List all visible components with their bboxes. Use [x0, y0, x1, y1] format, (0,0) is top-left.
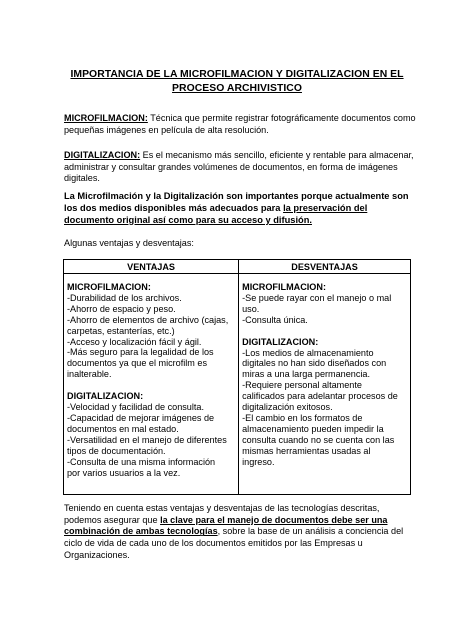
ventajas-micro-title: MICROFILMACION:: [67, 282, 151, 292]
importance-statement: [64, 191, 416, 226]
table-intro: Algunas ventajas y desventajas:: [64, 238, 194, 248]
list-item: uso.: [242, 303, 260, 314]
list-item: -Versatilidad en el manejo de diferentes: [67, 434, 227, 445]
microfilmacion-label: MICROFILMACION:: [64, 113, 148, 123]
digitalizacion-label: DIGITALIZACION:: [64, 150, 141, 160]
list-item: almacenamiento pueden impedir la: [242, 423, 384, 434]
list-item: miras a una larga permanencia.: [242, 369, 371, 380]
section-gap: [67, 380, 235, 391]
list-item: inalterable.: [67, 369, 112, 380]
list-item: -Consulta única.: [242, 314, 308, 325]
table-header-row: [64, 260, 411, 274]
list-item: por varios usuarios a la vez.: [67, 467, 181, 478]
importance-emphasis: la preservación del documento original así como para su acceso y difusión.: [64, 202, 368, 225]
list-item: -Más seguro para la legalidad de los: [67, 347, 214, 358]
list-item: consulta cuando no se cuenta con las: [242, 434, 395, 445]
table-row: [64, 274, 411, 495]
list-item: calificados para adelantar procesos de: [242, 391, 398, 402]
document-title: IMPORTANCIA DE LA MICROFILMACION Y DIGITALIZACION EN EL PROCESO ARCHIVISTICO: [70, 69, 404, 94]
ventajas-cell: [64, 274, 239, 495]
conclusion-text-end: , sobre la base de un análisis a conciencia del ciclo de vida de cada uno de los documentos emitidos por las Empresas u Organizaciones.: [64, 526, 404, 560]
list-item: documentos ya que el microfilm es: [67, 358, 208, 369]
ventajas-micro-list: [67, 293, 235, 380]
conclusion-paragraph: [64, 503, 416, 562]
list-item: documentos en mal estado.: [67, 423, 179, 434]
digitalizacion-text: Es el mecanismo más sencillo, eficiente y rentable para almacenar, administrar y consultar grandes volúmenes de documentos, en forma de imágenes digitales.: [64, 150, 414, 183]
header-desventajas: DESVENTAJAS: [239, 260, 411, 274]
conclusion-text: Teniendo en cuenta estas ventajas y desventajas de las tecnologías descritas, podemos asegurar que: [64, 503, 380, 525]
list-item: -Acceso y localización fácil y ágil.: [67, 336, 202, 347]
desventajas-micro-title: MICROFILMACION:: [242, 282, 326, 292]
list-item: mismas herramientas usadas al: [242, 445, 371, 456]
microfilmacion-text: Técnica que permite registrar fotográficamente documentos como pequeñas imágenes en película de alta resolución.: [64, 113, 416, 135]
list-item: -El cambio en los formatos de: [242, 412, 363, 423]
list-item: digitalización exitosos.: [242, 402, 333, 413]
ventajas-digital-list: [67, 402, 235, 478]
list-item: -Los medios de almacenamiento: [242, 347, 374, 358]
importance-text: La Microfilmación y la Digitalización son importantes porque actualmente son los dos medios disponibles más adecuados para: [64, 191, 409, 213]
desventajas-cell: [239, 274, 411, 495]
advantages-table: [63, 259, 411, 495]
conclusion-emphasis: la clave para el manejo de documentos debe ser una combinación de ambas tecnologías: [64, 514, 388, 537]
ventajas-digital-title: DIGITALIZACION:: [67, 391, 144, 402]
desventajas-digital-list: [242, 348, 407, 468]
desventajas-digital-title: DIGITALIZACION:: [242, 336, 319, 347]
desventajas-micro-list: [242, 293, 407, 326]
list-item: ingreso.: [242, 456, 275, 467]
list-item: -Durabilidad de los archivos.: [67, 292, 182, 303]
list-item: -Requiere personal altamente: [242, 380, 362, 391]
list-item: -Velocidad y facilidad de consulta.: [67, 402, 204, 413]
section-gap: [242, 326, 407, 337]
list-item: carpetas, estanterías, etc.): [67, 325, 175, 336]
list-item: tipos de documentación.: [67, 445, 166, 456]
list-item: -Ahorro de elementos de archivo (cajas,: [67, 314, 229, 325]
list-item: -Se puede rayar con el manejo o mal: [242, 292, 392, 303]
microfilmacion-definition: [64, 113, 416, 136]
digitalizacion-definition: [64, 150, 416, 185]
list-item: digitales no han sido diseñados con: [242, 358, 387, 369]
list-item: -Ahorro de espacio y peso.: [67, 303, 176, 314]
list-item: -Capacidad de mejorar imágenes de: [67, 412, 215, 423]
header-ventajas: VENTAJAS: [64, 260, 239, 274]
list-item: -Consulta de una misma información: [67, 456, 216, 467]
